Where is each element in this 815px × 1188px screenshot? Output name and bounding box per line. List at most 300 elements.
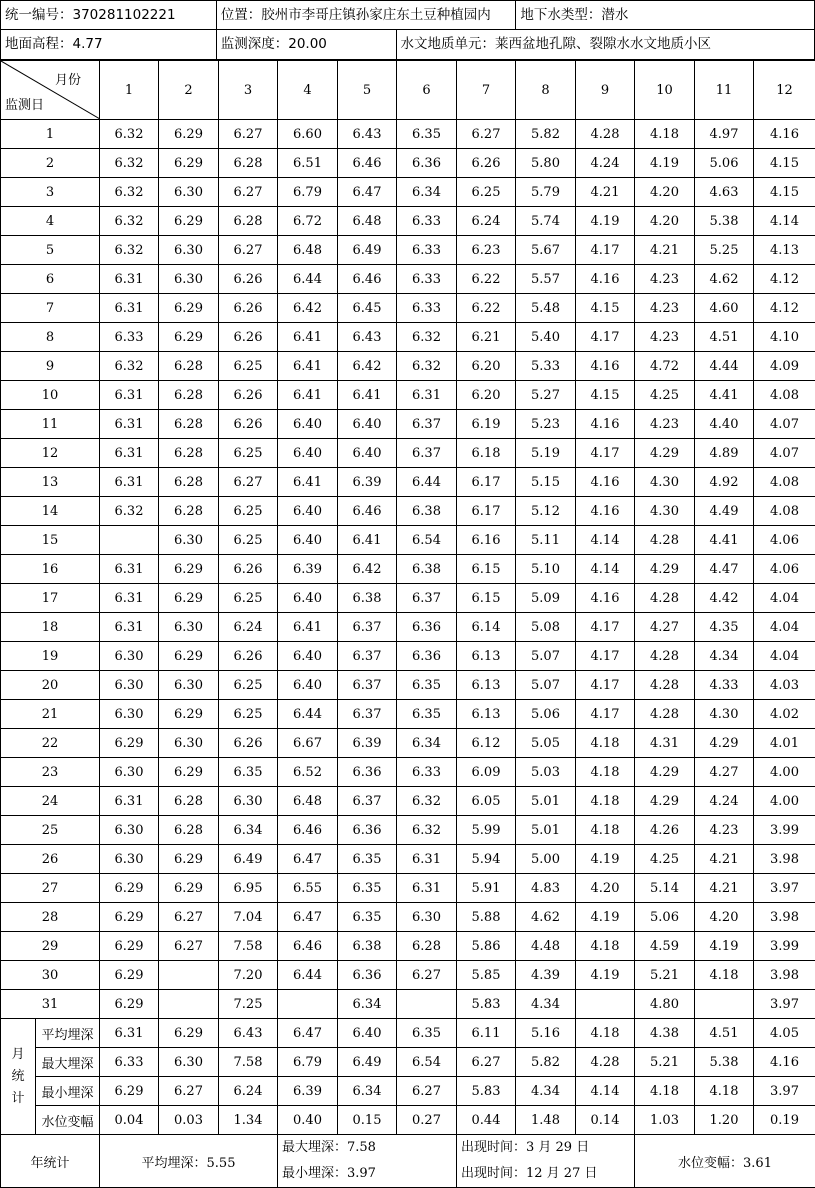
table-row (1, 816, 815, 845)
day-label: 21 (1, 700, 100, 729)
depth-value: 4.29 (695, 729, 754, 758)
stat-value: 6.34 (338, 1077, 397, 1106)
depth-value: 6.31 (100, 787, 159, 816)
depth-value: 4.34 (516, 990, 576, 1019)
depth-value: 7.58 (219, 932, 278, 961)
depth-value: 7.25 (219, 990, 278, 1019)
depth-value: 5.79 (516, 178, 576, 207)
table-row (1, 120, 815, 149)
depth-value: 6.29 (159, 207, 219, 236)
depth-value: 4.39 (516, 961, 576, 990)
depth-value: 4.04 (754, 584, 815, 613)
depth-value: 6.30 (159, 671, 219, 700)
depth-value: 6.30 (159, 526, 219, 555)
table-row (1, 845, 815, 874)
depth-value: 3.99 (754, 932, 815, 961)
depth-value: 4.20 (695, 903, 754, 932)
depth-value (576, 990, 635, 1019)
depth-value: 5.08 (516, 613, 576, 642)
header-row-2 (0, 30, 815, 60)
depth-value: 4.20 (635, 207, 695, 236)
depth-value: 5.99 (457, 816, 516, 845)
depth-value: 6.31 (397, 845, 457, 874)
annual-max-depth: 最大埋深：7.58 (282, 1135, 456, 1161)
depth-value: 6.40 (278, 671, 338, 700)
stat-value: 0.14 (576, 1106, 635, 1135)
depth-value: 4.72 (635, 352, 695, 381)
stat-value: 0.04 (100, 1106, 159, 1135)
depth-value: 6.49 (338, 236, 397, 265)
depth-value: 4.23 (695, 816, 754, 845)
stat-value: 5.38 (695, 1048, 754, 1077)
depth-value: 6.29 (159, 323, 219, 352)
table-row (1, 990, 815, 1019)
stat-value: 6.27 (159, 1077, 219, 1106)
depth-value (397, 990, 457, 1019)
depth-value: 6.46 (338, 149, 397, 178)
depth-value: 6.33 (397, 758, 457, 787)
month-header: 10 (635, 61, 695, 120)
day-label: 14 (1, 497, 100, 526)
depth-value: 4.63 (695, 178, 754, 207)
depth-value: 6.40 (338, 410, 397, 439)
stat-value: 6.30 (159, 1048, 219, 1077)
depth-value: 6.29 (100, 729, 159, 758)
day-label: 11 (1, 410, 100, 439)
depth-value: 6.29 (100, 990, 159, 1019)
depth-value: 4.14 (576, 555, 635, 584)
stat-name: 最小埋深 (36, 1077, 100, 1106)
depth-value: 6.38 (397, 555, 457, 584)
table-row (1, 381, 815, 410)
depth-value: 5.19 (516, 439, 576, 468)
depth-value: 4.20 (576, 874, 635, 903)
groundwater-type: 地下水类型：潜水 (516, 1, 815, 30)
table-row (1, 265, 815, 294)
table-row (1, 410, 815, 439)
depth-value: 4.07 (754, 439, 815, 468)
depth-value: 4.17 (576, 323, 635, 352)
month-header-row (1, 61, 815, 120)
depth-value: 6.40 (278, 526, 338, 555)
stat-value: 6.24 (219, 1077, 278, 1106)
depth-value: 4.29 (635, 787, 695, 816)
depth-value: 5.80 (516, 149, 576, 178)
depth-value: 6.30 (100, 845, 159, 874)
depth-value: 6.23 (457, 236, 516, 265)
depth-value: 6.43 (338, 120, 397, 149)
depth-value: 4.83 (516, 874, 576, 903)
depth-value: 5.01 (516, 816, 576, 845)
depth-value: 4.21 (576, 178, 635, 207)
stat-value: 5.16 (516, 1019, 576, 1048)
depth-value: 6.38 (338, 932, 397, 961)
month-header: 2 (159, 61, 219, 120)
depth-value: 6.47 (338, 178, 397, 207)
depth-value: 6.31 (100, 265, 159, 294)
depth-value: 5.07 (516, 642, 576, 671)
depth-value: 4.19 (576, 961, 635, 990)
day-label: 18 (1, 613, 100, 642)
stat-value: 4.38 (635, 1019, 695, 1048)
monthly-stat-row (1, 1106, 815, 1135)
depth-value: 6.33 (397, 265, 457, 294)
depth-value: 6.35 (338, 903, 397, 932)
depth-value: 4.19 (576, 903, 635, 932)
annual-extremes (278, 1135, 457, 1188)
depth-value: 6.28 (159, 468, 219, 497)
depth-value: 6.41 (278, 613, 338, 642)
depth-value: 6.33 (100, 323, 159, 352)
depth-value: 6.37 (397, 584, 457, 613)
depth-value: 3.98 (754, 903, 815, 932)
depth-value: 4.12 (754, 265, 815, 294)
depth-value: 4.48 (516, 932, 576, 961)
depth-value: 6.33 (397, 294, 457, 323)
monthly-stat-label: 月 统 计 (1, 1019, 36, 1135)
depth-value: 6.29 (159, 758, 219, 787)
table-row (1, 178, 815, 207)
stat-value: 6.27 (457, 1048, 516, 1077)
day-label: 23 (1, 758, 100, 787)
depth-value: 4.24 (695, 787, 754, 816)
depth-value: 6.39 (338, 468, 397, 497)
depth-value: 4.29 (635, 758, 695, 787)
depth-value: 5.38 (695, 207, 754, 236)
depth-value (695, 990, 754, 1019)
table-row (1, 903, 815, 932)
depth-value: 6.18 (457, 439, 516, 468)
table-row (1, 613, 815, 642)
depth-value: 4.06 (754, 555, 815, 584)
stat-name: 水位变幅 (36, 1106, 100, 1135)
depth-value: 6.44 (278, 961, 338, 990)
depth-value: 6.26 (219, 642, 278, 671)
table-row (1, 932, 815, 961)
depth-value: 6.44 (397, 468, 457, 497)
depth-value: 6.36 (338, 961, 397, 990)
corner-month-label: 月份 (55, 69, 81, 88)
depth-value: 4.07 (754, 410, 815, 439)
depth-value: 5.06 (635, 903, 695, 932)
monthly-stat-row (1, 1019, 815, 1048)
depth-value: 5.00 (516, 845, 576, 874)
depth-value: 4.80 (635, 990, 695, 1019)
day-label: 25 (1, 816, 100, 845)
month-header: 11 (695, 61, 754, 120)
depth-value: 4.30 (635, 497, 695, 526)
day-label: 16 (1, 555, 100, 584)
depth-value: 4.31 (635, 729, 695, 758)
depth-value: 4.18 (576, 729, 635, 758)
depth-value: 4.25 (635, 381, 695, 410)
depth-value: 4.27 (695, 758, 754, 787)
depth-value: 4.92 (695, 468, 754, 497)
day-label: 28 (1, 903, 100, 932)
depth-value: 6.27 (219, 468, 278, 497)
station-location: 位置：胶州市李哥庄镇孙家庄东土豆种植园内 (217, 1, 517, 30)
day-label: 6 (1, 265, 100, 294)
depth-value: 6.05 (457, 787, 516, 816)
depth-value: 4.18 (695, 961, 754, 990)
depth-value: 6.39 (338, 729, 397, 758)
depth-value: 6.31 (100, 439, 159, 468)
depth-value: 6.28 (159, 439, 219, 468)
depth-value: 4.01 (754, 729, 815, 758)
depth-value: 6.29 (100, 874, 159, 903)
day-label: 15 (1, 526, 100, 555)
depth-value: 6.32 (397, 352, 457, 381)
depth-value: 6.38 (397, 497, 457, 526)
depth-value: 4.28 (635, 700, 695, 729)
depth-value: 5.01 (516, 787, 576, 816)
depth-value: 6.16 (457, 526, 516, 555)
depth-value: 6.25 (219, 700, 278, 729)
depth-value: 5.11 (516, 526, 576, 555)
month-header: 1 (100, 61, 159, 120)
depth-value: 4.17 (576, 439, 635, 468)
depth-value: 6.42 (278, 294, 338, 323)
depth-value: 5.82 (516, 120, 576, 149)
depth-value: 6.24 (219, 613, 278, 642)
depth-value: 6.26 (219, 294, 278, 323)
depth-value: 6.52 (278, 758, 338, 787)
depth-value: 4.97 (695, 120, 754, 149)
depth-value: 6.30 (100, 816, 159, 845)
depth-value: 4.34 (695, 642, 754, 671)
depth-value: 6.31 (100, 468, 159, 497)
depth-value: 4.00 (754, 758, 815, 787)
depth-value: 6.34 (219, 816, 278, 845)
depth-value: 4.08 (754, 497, 815, 526)
depth-value: 4.15 (754, 178, 815, 207)
depth-value: 6.21 (457, 323, 516, 352)
stat-value: 6.33 (100, 1048, 159, 1077)
depth-value: 6.37 (338, 787, 397, 816)
depth-value: 3.98 (754, 845, 815, 874)
depth-value: 4.08 (754, 468, 815, 497)
day-label: 17 (1, 584, 100, 613)
stat-name: 平均埋深 (36, 1019, 100, 1048)
depth-value: 6.28 (159, 410, 219, 439)
depth-value: 6.36 (338, 816, 397, 845)
depth-value: 4.19 (695, 932, 754, 961)
stat-value: 6.11 (457, 1019, 516, 1048)
depth-value: 6.35 (397, 120, 457, 149)
depth-value: 6.49 (219, 845, 278, 874)
annual-min-depth: 最小埋深：3.97 (282, 1161, 456, 1187)
depth-value: 5.27 (516, 381, 576, 410)
table-row (1, 729, 815, 758)
table-row (1, 352, 815, 381)
depth-value: 6.28 (159, 787, 219, 816)
depth-value: 7.04 (219, 903, 278, 932)
depth-value: 6.40 (278, 584, 338, 613)
stat-value: 4.34 (516, 1077, 576, 1106)
depth-value: 6.30 (159, 178, 219, 207)
depth-value: 6.35 (338, 874, 397, 903)
stat-value: 6.47 (278, 1019, 338, 1048)
depth-value: 6.27 (397, 961, 457, 990)
depth-value: 6.47 (278, 903, 338, 932)
month-header: 12 (754, 61, 815, 120)
depth-value: 6.29 (159, 555, 219, 584)
depth-value: 4.13 (754, 236, 815, 265)
depth-value: 6.27 (219, 178, 278, 207)
monthly-stat-row (1, 1048, 815, 1077)
monthly-stat-row (1, 1077, 815, 1106)
depth-value: 6.30 (219, 787, 278, 816)
table-row (1, 642, 815, 671)
depth-value: 4.47 (695, 555, 754, 584)
depth-value: 6.28 (219, 207, 278, 236)
depth-value: 6.41 (278, 468, 338, 497)
depth-value: 6.15 (457, 555, 516, 584)
day-label: 4 (1, 207, 100, 236)
depth-value: 6.37 (338, 700, 397, 729)
depth-value: 6.29 (159, 294, 219, 323)
depth-value: 5.03 (516, 758, 576, 787)
table-row (1, 526, 815, 555)
depth-value: 5.83 (457, 990, 516, 1019)
depth-value: 6.32 (100, 149, 159, 178)
ground-elevation: 地面高程：4.77 (1, 30, 217, 60)
depth-value: 5.33 (516, 352, 576, 381)
depth-value: 6.31 (100, 555, 159, 584)
day-label: 10 (1, 381, 100, 410)
depth-value: 4.89 (695, 439, 754, 468)
depth-value: 5.09 (516, 584, 576, 613)
depth-value: 4.18 (576, 816, 635, 845)
depth-value: 6.34 (397, 178, 457, 207)
depth-value: 6.41 (278, 352, 338, 381)
depth-value: 6.35 (219, 758, 278, 787)
depth-value: 6.30 (159, 613, 219, 642)
table-row (1, 207, 815, 236)
depth-value: 4.14 (576, 526, 635, 555)
depth-value: 6.35 (338, 845, 397, 874)
depth-value: 6.47 (278, 845, 338, 874)
day-label: 8 (1, 323, 100, 352)
depth-value: 4.17 (576, 642, 635, 671)
depth-value: 5.06 (516, 700, 576, 729)
depth-value: 6.48 (278, 236, 338, 265)
depth-value: 6.30 (100, 700, 159, 729)
depth-value: 4.62 (516, 903, 576, 932)
depth-value: 6.31 (100, 613, 159, 642)
depth-value: 4.16 (576, 410, 635, 439)
depth-value: 4.17 (576, 613, 635, 642)
depth-value: 6.26 (457, 149, 516, 178)
table-row (1, 497, 815, 526)
stat-value: 6.29 (159, 1019, 219, 1048)
depth-value: 6.13 (457, 671, 516, 700)
depth-value: 4.41 (695, 526, 754, 555)
depth-value: 6.54 (397, 526, 457, 555)
depth-value: 5.94 (457, 845, 516, 874)
depth-value: 6.20 (457, 352, 516, 381)
depth-value: 6.27 (219, 236, 278, 265)
day-label: 31 (1, 990, 100, 1019)
day-label: 20 (1, 671, 100, 700)
depth-value: 4.15 (576, 294, 635, 323)
table-row (1, 555, 815, 584)
table-row (1, 294, 815, 323)
stat-value: 1.48 (516, 1106, 576, 1135)
depth-value: 6.38 (338, 584, 397, 613)
stat-value: 4.18 (635, 1077, 695, 1106)
depth-value: 6.09 (457, 758, 516, 787)
stat-value: 0.19 (754, 1106, 815, 1135)
stat-value: 0.44 (457, 1106, 516, 1135)
stat-value: 6.40 (338, 1019, 397, 1048)
depth-value: 6.26 (219, 555, 278, 584)
depth-value: 4.28 (635, 526, 695, 555)
depth-value: 6.44 (278, 700, 338, 729)
depth-value: 6.39 (278, 555, 338, 584)
table-row (1, 961, 815, 990)
depth-value: 4.19 (635, 149, 695, 178)
depth-value: 6.32 (397, 787, 457, 816)
depth-value: 4.44 (695, 352, 754, 381)
depth-value: 4.42 (695, 584, 754, 613)
day-label: 5 (1, 236, 100, 265)
depth-value: 4.06 (754, 526, 815, 555)
day-label: 13 (1, 468, 100, 497)
stat-value: 6.54 (397, 1048, 457, 1077)
depth-value: 4.26 (635, 816, 695, 845)
depth-value: 6.41 (338, 381, 397, 410)
depth-value: 4.18 (576, 787, 635, 816)
depth-value: 5.74 (516, 207, 576, 236)
stat-value: 6.27 (397, 1077, 457, 1106)
month-header: 5 (338, 61, 397, 120)
stat-value: 4.28 (576, 1048, 635, 1077)
depth-value: 4.20 (635, 178, 695, 207)
depth-value: 6.32 (100, 236, 159, 265)
depth-value: 5.12 (516, 497, 576, 526)
depth-value: 4.21 (695, 845, 754, 874)
depth-value: 6.36 (397, 642, 457, 671)
depth-value: 6.19 (457, 410, 516, 439)
depth-value: 6.30 (159, 265, 219, 294)
depth-value: 6.13 (457, 642, 516, 671)
depth-value: 6.26 (219, 381, 278, 410)
month-header: 9 (576, 61, 635, 120)
depth-value: 6.30 (100, 671, 159, 700)
depth-value: 4.18 (635, 120, 695, 149)
depth-value: 6.29 (159, 874, 219, 903)
annual-range: 水位变幅：3.61 (635, 1135, 815, 1188)
depth-value: 4.16 (576, 265, 635, 294)
water-level-table (0, 60, 815, 1188)
annual-stat-label: 年统计 (1, 1135, 100, 1188)
stat-value: 5.82 (516, 1048, 576, 1077)
depth-value: 6.29 (159, 120, 219, 149)
depth-value: 3.97 (754, 874, 815, 903)
table-row (1, 874, 815, 903)
depth-value: 6.35 (397, 700, 457, 729)
depth-value: 5.06 (695, 149, 754, 178)
depth-value: 6.45 (338, 294, 397, 323)
depth-value: 6.34 (338, 990, 397, 1019)
hydrogeologic-unit: 水文地质单元：莱西盆地孔隙、裂隙水水文地质小区 (397, 30, 815, 60)
depth-value: 6.29 (100, 903, 159, 932)
depth-value: 6.37 (338, 613, 397, 642)
depth-value: 5.67 (516, 236, 576, 265)
depth-value: 4.02 (754, 700, 815, 729)
depth-value: 4.25 (635, 845, 695, 874)
